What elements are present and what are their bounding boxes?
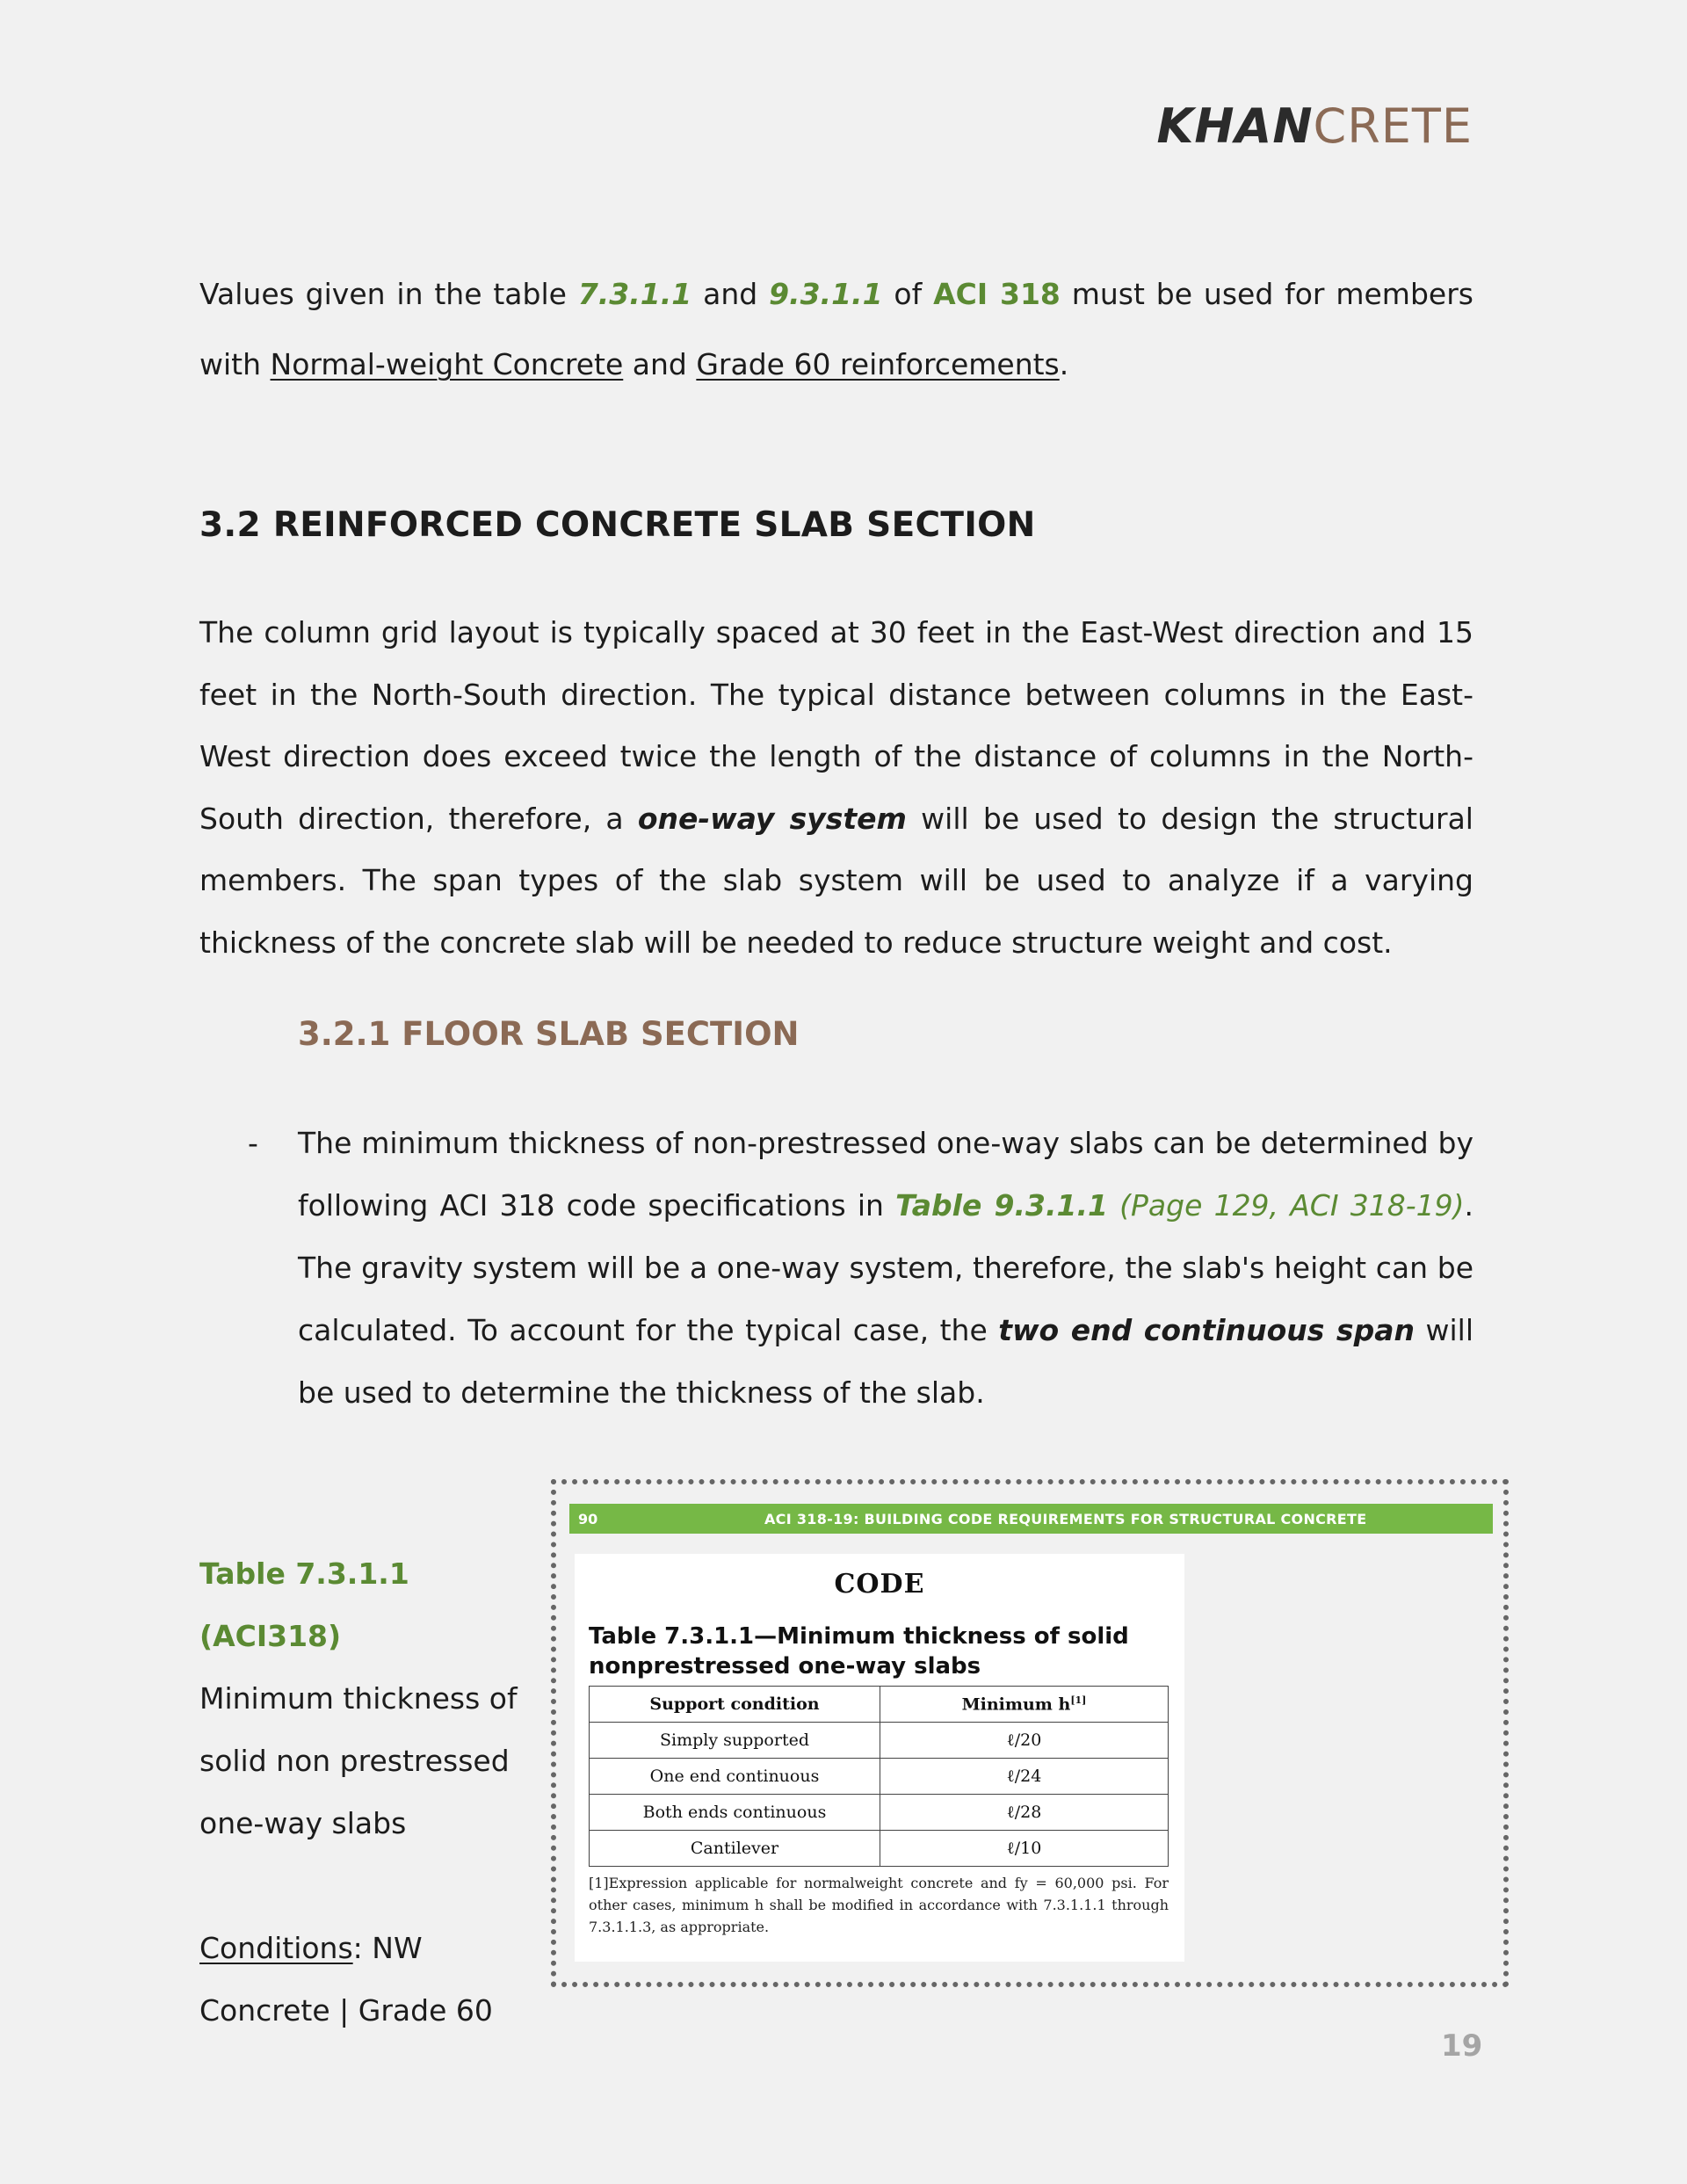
section-paragraph: The column grid layout is typically spaced at 30 feet in the East-West direction and 15 feet in the North-South direction. The typical distance between columns in the East-West direction does exceed twice the length of the distance of columns in the North-South direction, therefore, a one-way system will be used to design the structural members. The span types of the slab system will be used to analyze if a varying thickness of the concrete slab will be needed to reduce structure weight and cost. [199,615,1473,960]
page-number: 19 [1441,2028,1483,2064]
table-ref-9-3-1-1: 9.3.1.1 [769,277,883,311]
brand-logo-bold: KHAN [1156,98,1314,154]
figure-header-bar [569,1504,1493,1534]
col-minimum-h: Minimum h[1] [880,1687,1169,1723]
table-header-row [590,1687,1169,1723]
min-thickness-table [589,1686,1169,1867]
col-support-condition: Support condition [590,1687,880,1723]
bullet-marker: - [248,1126,258,1160]
sidebar-description: Minimum thickness of solid non prestressed one-way slabs [199,1681,518,1840]
brand-logo-light: CRETE [1313,98,1473,154]
figure-sidebar [199,1542,525,2042]
code-label: CODE [834,1569,925,1600]
two-end-continuous-emphasis: two end continuous span [998,1313,1415,1347]
table-footnote: [1]Expression applicable for normalweight concrete and fy = 60,000 psi. For other cases, minimum h shall be modified in accordance with 7.3.1.1.1 through 7.3.1.1.3, as appropriate. [589,1875,1169,1935]
table-row: One end continuous ℓ/24 [590,1759,1169,1795]
section-heading: 3.2 REINFORCED CONCRETE SLAB SECTION [199,505,1036,545]
table-ref-7-3-1-1: 7.3.1.1 [577,277,692,311]
table-row: Cantilever ℓ/10 [590,1831,1169,1867]
grade-60-reinforcements: Grade 60 reinforcements [696,347,1060,381]
figure-page-number: 90 [578,1511,598,1527]
table-row: Simply supported ℓ/20 [590,1723,1169,1759]
normal-weight-concrete: Normal-weight Concrete [270,347,624,381]
figure-table-title: Table 7.3.1.1—Minimum thickness of solid nonprestressed one-way slabs [589,1623,1129,1680]
table-ref-9-3-1-1-bullet: Table 9.3.1.1 [895,1188,1108,1223]
one-way-system-emphasis: one-way system [637,801,907,836]
bullet-paragraph: The minimum thickness of non-prestressed one-way slabs can be determined by following ACI 318 code specifications in Table 9.3.1.1 (Page 129, ACI 318-19). The gravity system will be a one-way system, therefore, the slab's height can be calculated. To account for the typical case, the two end continuous span will be used to determine the thickness of the slab. [298,1126,1474,1410]
intro-paragraph: Values given in the table 7.3.1.1 and 9.3.1.1 of ACI 318 must be used for members with Normal-weight Concrete and Grade 60 reinforcements. [199,277,1473,381]
page-reference: (Page 129, ACI 318-19) [1107,1188,1465,1223]
conditions-label: Conditions [199,1931,353,1965]
aci-318-ref: ACI 318 [933,277,1061,311]
subsection-heading: 3.2.1 FLOOR SLAB SECTION [298,1015,800,1053]
figure-bar-title: ACI 318-19: BUILDING CODE REQUIREMENTS FOR STRUCTURAL CONCRETE [764,1511,1367,1527]
brand-logo [1157,98,1473,154]
sidebar-title: Table 7.3.1.1 (ACI318) [199,1556,409,1653]
sidebar-conditions: Conditions: NW Concrete | Grade 60 [199,1931,493,2028]
table-row: Both ends continuous ℓ/28 [590,1795,1169,1831]
